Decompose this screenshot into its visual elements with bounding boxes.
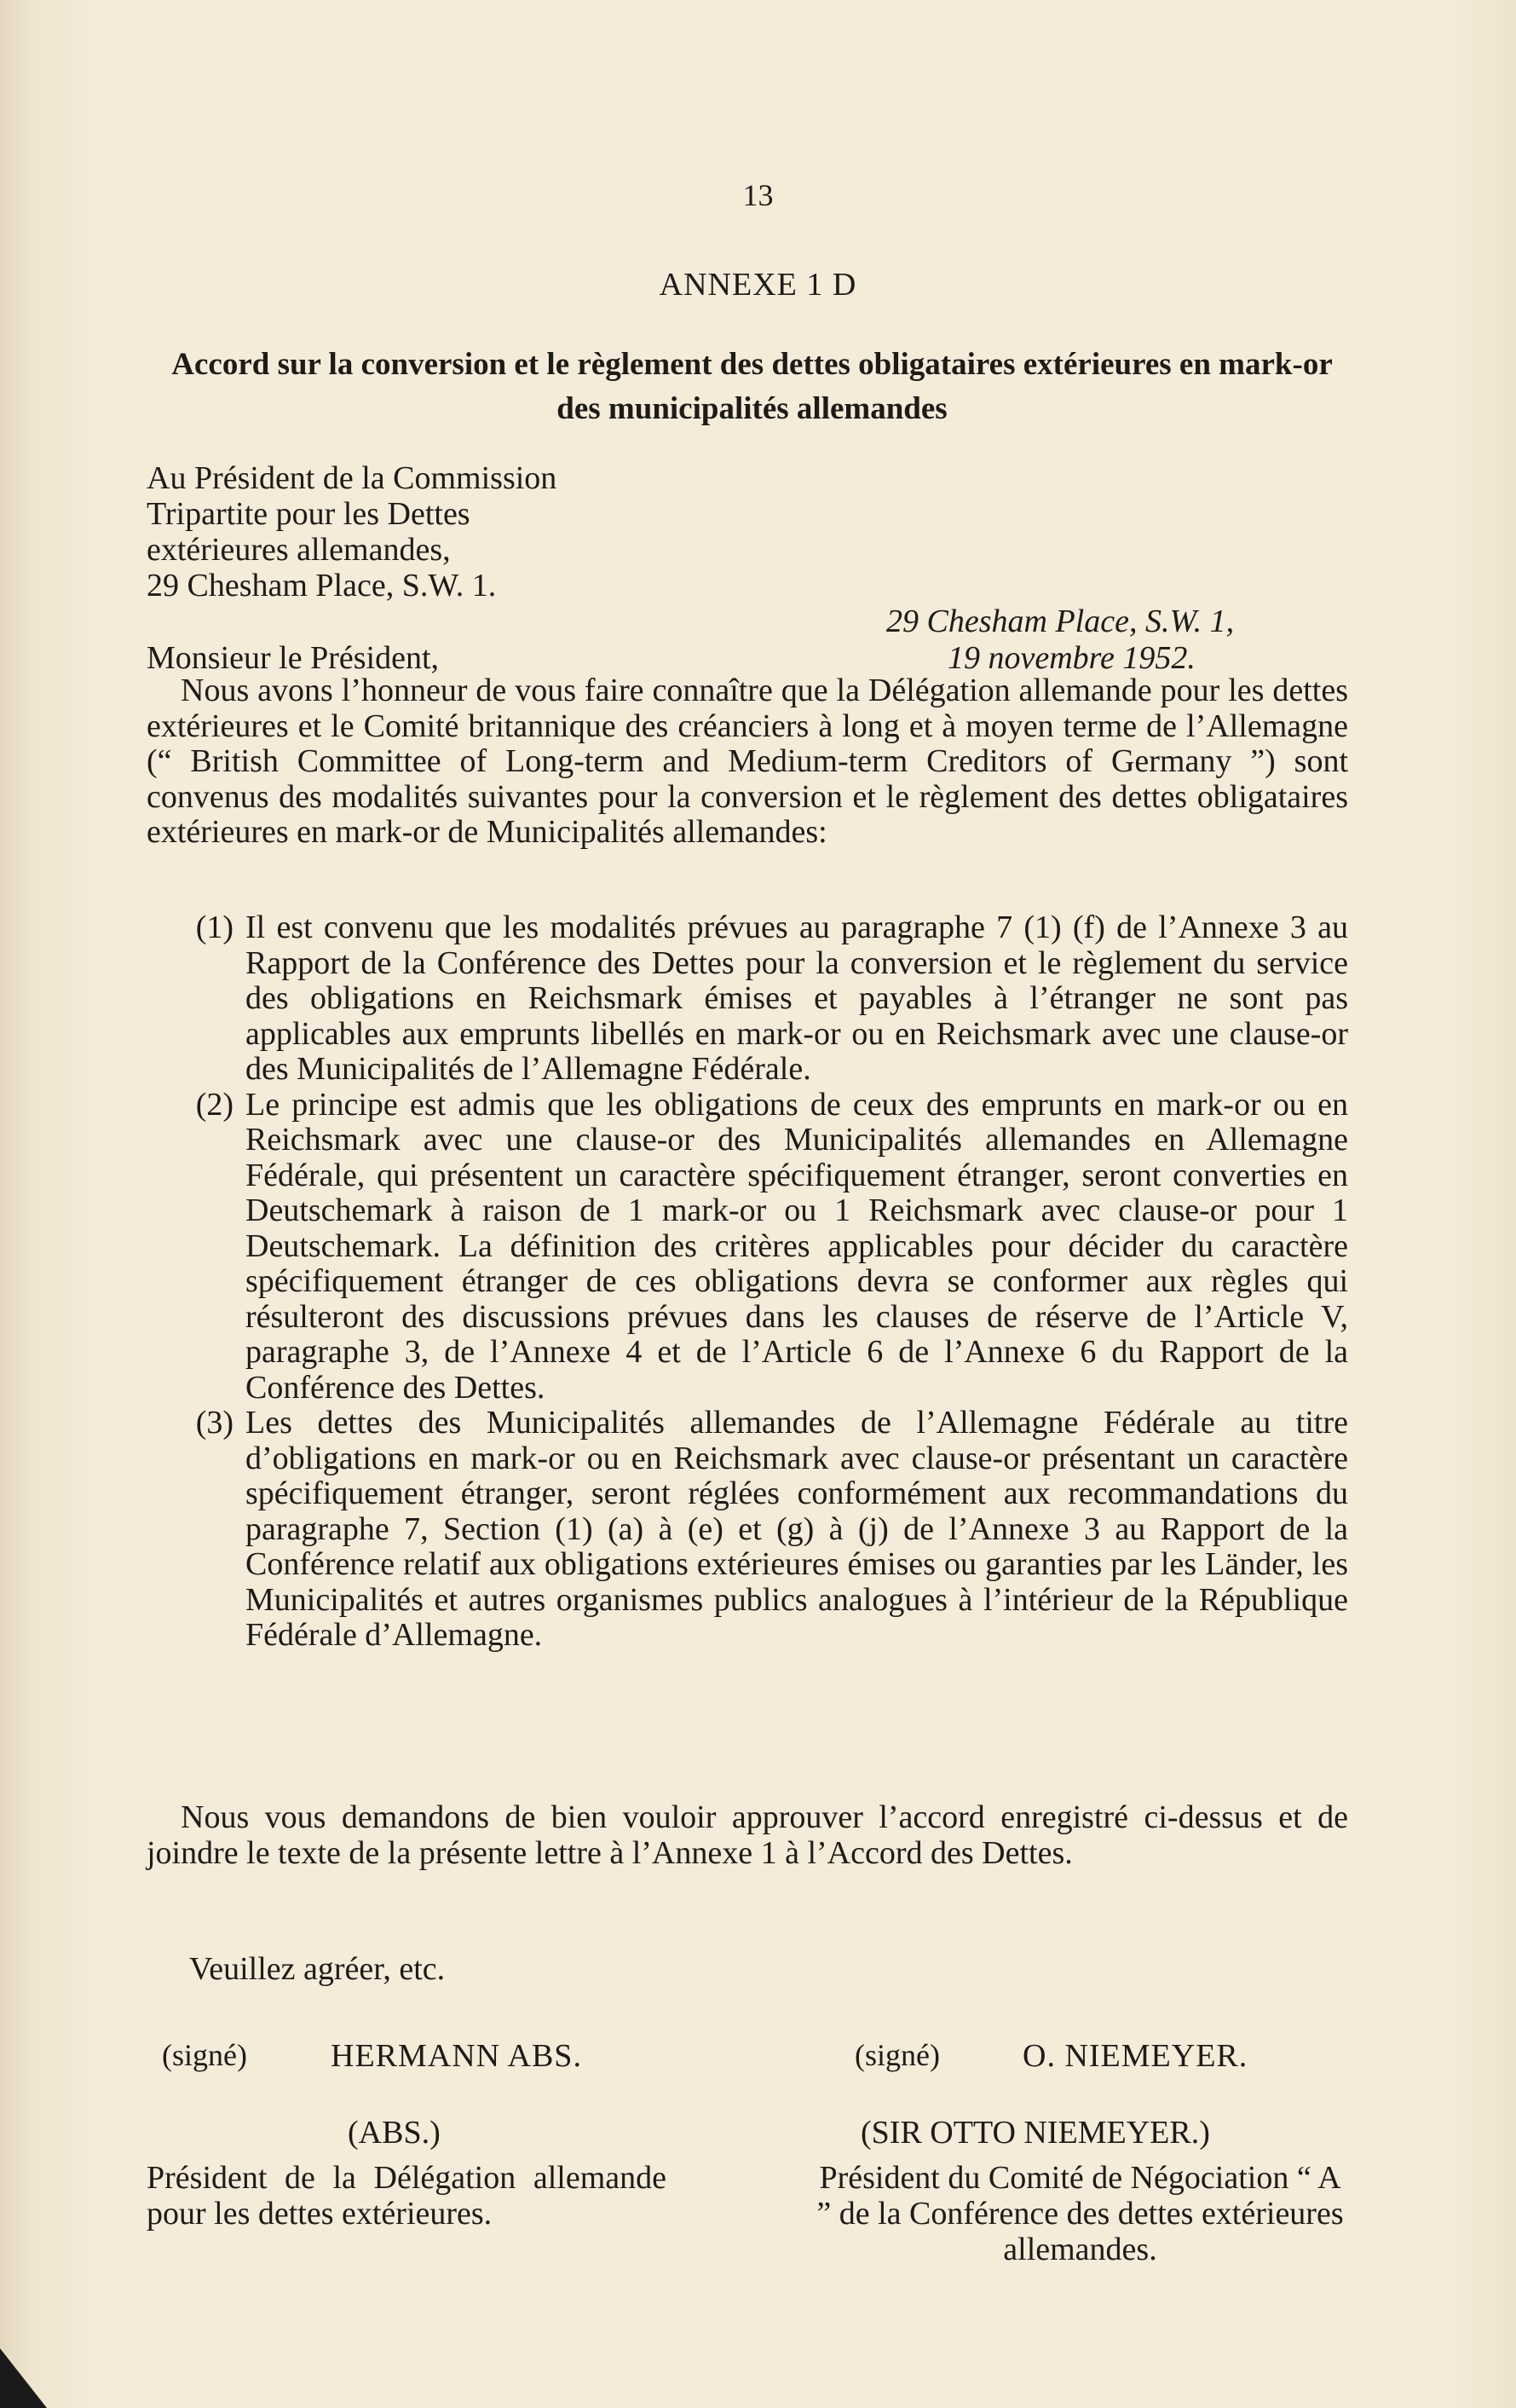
agreement-items [147, 910, 1348, 1654]
sender-place: 29 Chesham Place, S.W. 1, [886, 603, 1235, 639]
item-number: (1) [195, 909, 233, 945]
regards: Veuillez agréer, etc. [189, 1951, 446, 1987]
intro-paragraph: Nous avons l’honneur de vous faire connaître que la Délégation allemande pour les dettes extérieures et le Comité britannique des créanciers à long et à moyen terme de l’Allemagne (“ British Committee of Long-term and Medium-term Creditors of Germany ”) sont convenus des modalités suivantes pour la conversion et le règlement des dettes obligataires extérieures en mark-or de Municipalités allemandes: [147, 673, 1348, 850]
agreement-item [147, 1088, 1348, 1406]
agreement-item [147, 910, 1348, 1088]
annex-title: ANNEXE 1 D [659, 267, 857, 303]
agreement-item [147, 1406, 1348, 1654]
address-line: Au Président de la Commission [147, 460, 557, 496]
recipient-address [147, 460, 556, 603]
signatory-title-left: Président de la Délégation allemande pour les dettes extérieures. [147, 2160, 666, 2232]
closing-paragraph: Nous vous demandons de bien vouloir approuver l’accord enregistré ci-dessus et de joindre le texte de la présente lettre à l’Annexe 1 à l’Accord des Dettes. [147, 1799, 1348, 1871]
item-text: Les dettes des Municipalités allemandes de l’Allemagne Fédérale au titre d’obligations en mark-or ou en Reichsmark avec clause-or présentant un caractère spécifiquement étranger, seront réglées conformément aux recommandations du paragraphe 7, Section (1) (a) à (e) et (g) à (j) de l’Annexe 3 au Rapport de la Conférence relatif aux obligations extérieures émises ou garanties par les Länder, les Municipalités et autres organismes publics analogues à l’intérieur de la République Fédérale d’Allemagne. [245, 1405, 1348, 1653]
item-number: (3) [195, 1405, 233, 1441]
signature-name-left: HERMANN ABS. [331, 2038, 582, 2074]
signatory-title-right: Président du Comité de Négociation “ A ” de la Conférence des dettes extérieures allemandes. [816, 2160, 1344, 2267]
document-heading: Accord sur la conversion et le règlement des dettes obligataires extérieures en mark-or des municipalités allemandes [171, 347, 1333, 426]
signature-abbr-left: (ABS.) [348, 2115, 441, 2151]
signature-label-left: (signé) [162, 2038, 247, 2072]
signature-name-right: O. NIEMEYER. [1023, 2038, 1248, 2074]
signature-label-right: (signé) [855, 2038, 940, 2072]
signature-abbr-right: (SIR OTTO NIEMEYER.) [861, 2115, 1210, 2151]
page-number: 13 [742, 178, 774, 212]
address-line: 29 Chesham Place, S.W. 1. [147, 568, 497, 603]
item-number: (2) [195, 1086, 233, 1123]
item-text: Il est convenu que les modalités prévues au paragraphe 7 (1) (f) de l’Annexe 3 au Rapport de la Conférence des Dettes pour la conversion et le règlement du service des obligations en Reichsmark émises et payables à l’étranger ne sont pas applicables aux emprunts libellés en mark-or ou en Reichsmark avec une clause-or des Municipalités de l’Allemagne Fédérale. [245, 909, 1348, 1087]
address-line: Tripartite pour les Dettes [147, 496, 470, 532]
salutation: Monsieur le Président, [147, 640, 440, 676]
page-corner-shadow [0, 2348, 47, 2408]
item-text: Le principe est admis que les obligations de ceux des emprunts en mark-or ou en Reichsmark avec une clause-or des Municipalités allemandes en Allemagne Fédérale, qui présentent un caractère spécifiquement étranger, seront converties en Deutschemark à raison de 1 mark-or ou 1 Reichsmark avec clause-or pour 1 Deutschemark. La définition des critères applicables pour décider du caractère spécifiquement étranger de ces obligations devra se conformer aux règles qui résulteront des discussions prévues dans les clauses de réserve de l’Article V, paragraphe 3, de l’Annexe 4 et de l’Article 6 de l’Annexe 6 du Rapport de la Conférence des Dettes. [245, 1086, 1348, 1406]
address-line: extérieures allemandes, [147, 532, 451, 568]
letter-date: 19 novembre 1952. [948, 640, 1196, 676]
